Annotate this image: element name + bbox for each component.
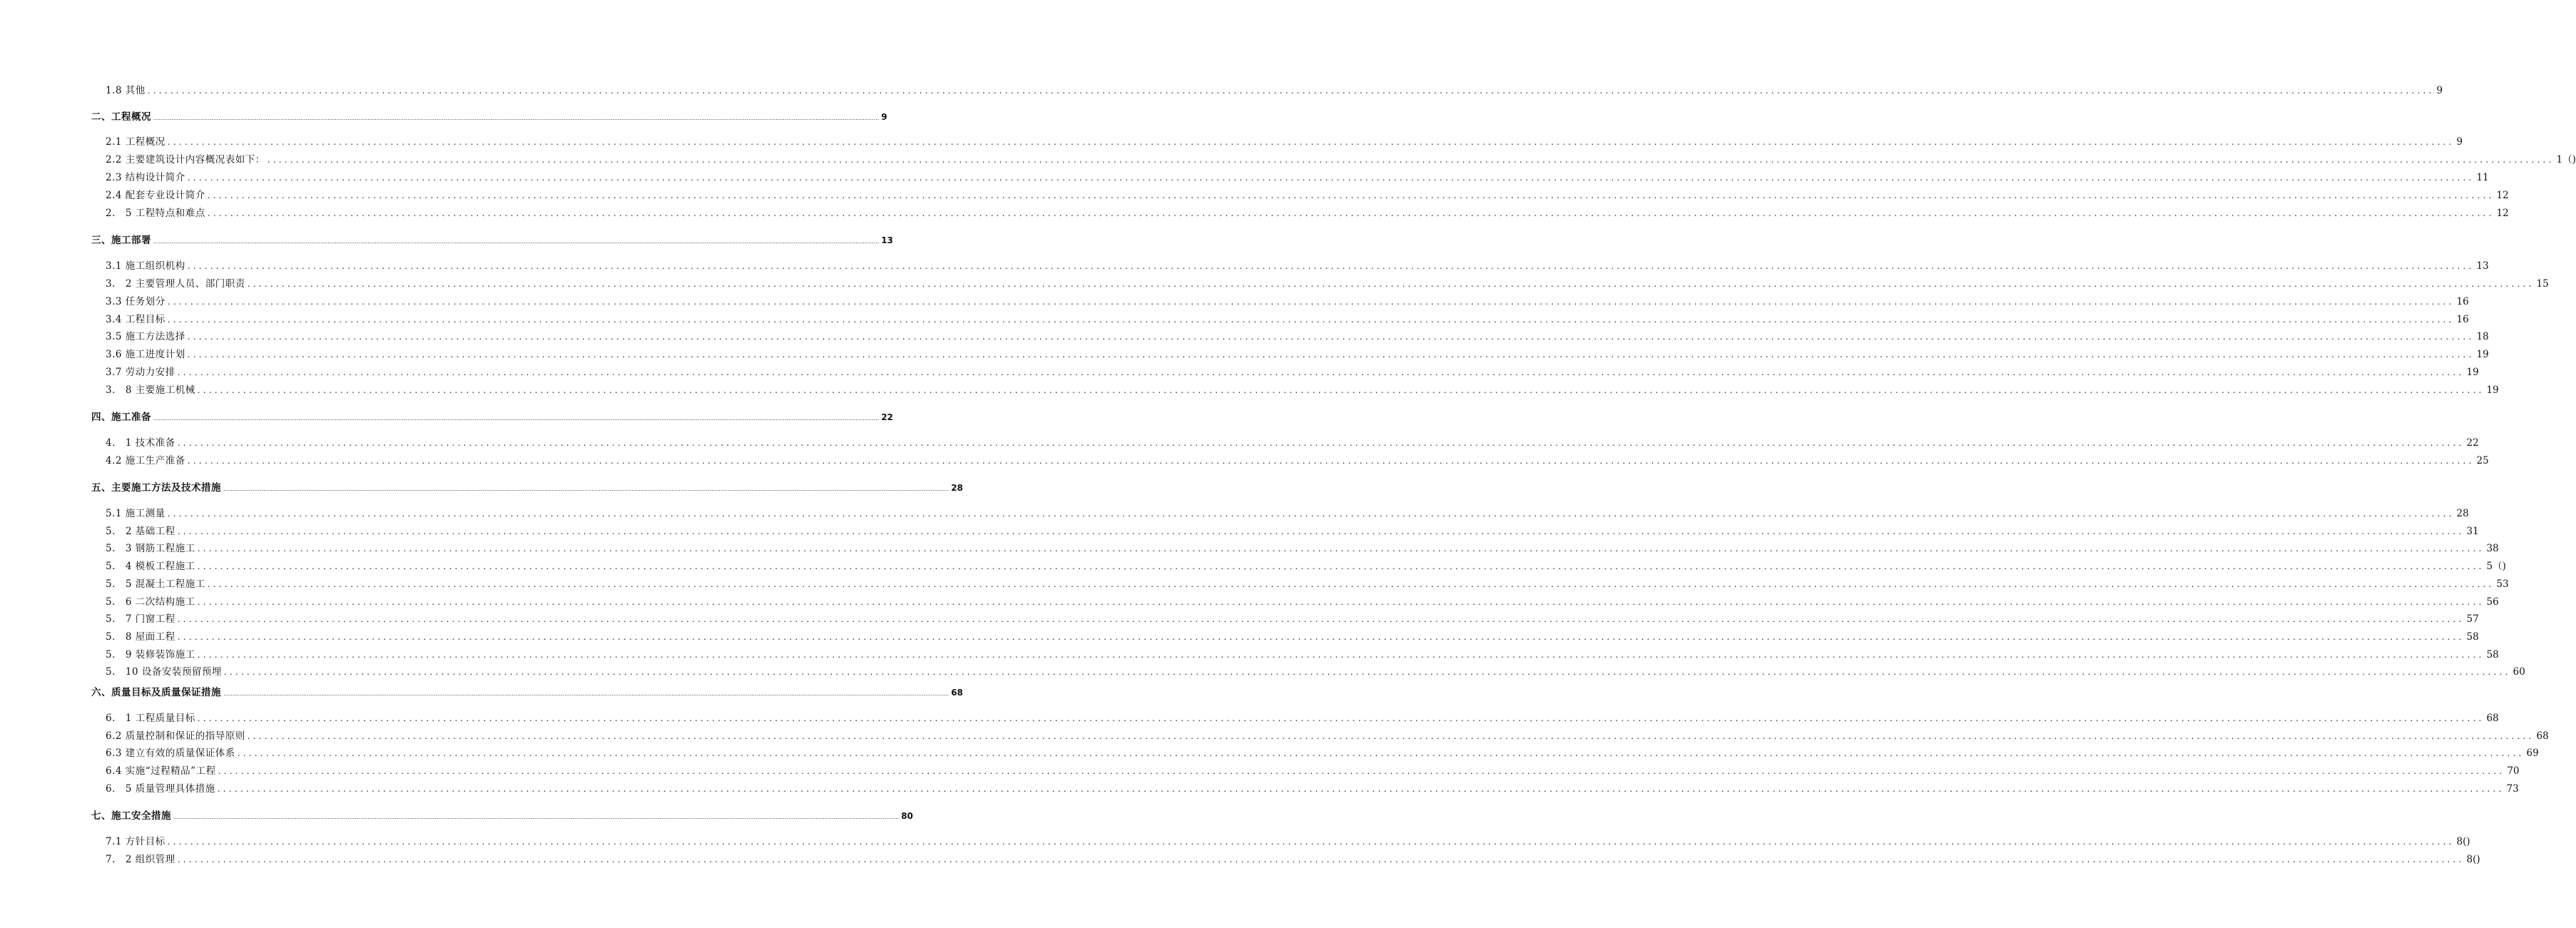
toc-page-number: 12: [2496, 190, 2509, 201]
toc-page-number: 60: [2513, 666, 2525, 678]
toc-entry-title: 7. 2 组织管理: [106, 854, 175, 865]
dot-leader: ................................................................................................................................................................................................................................................................................................................................................................................................................: [187, 456, 2475, 466]
toc-entry-title: 3.5 施工方法选择: [106, 331, 185, 342]
toc-page-number: 13: [881, 235, 893, 245]
toc-entry-title: 4.2 施工生产准备: [106, 455, 185, 466]
toc-page-number: 58: [2486, 649, 2499, 661]
dot-leader: ................................................................................................................................................................................................................................................................................................................................................................................................................: [217, 784, 2505, 794]
toc-entry-title: 5.1 施工测量: [106, 508, 166, 519]
toc-entry-title: 5. 5 混凝土工程施工: [106, 578, 205, 590]
dot-leader: ................................................................................................................................................................................................................................................................................................................................................................................................................: [197, 544, 2485, 554]
toc-subsection-entry[interactable]: [106, 434, 2479, 449]
toc-page-number: 12: [2496, 208, 2509, 219]
toc-subsection-entry[interactable]: [106, 763, 2520, 777]
toc-entry-title: 6. 5 质量管理具体措施: [106, 783, 215, 795]
toc-subsection-entry[interactable]: [106, 258, 2489, 272]
toc-entry-title: 5. 8 屋面工程: [106, 631, 175, 643]
toc-section-entry[interactable]: [91, 232, 893, 246]
toc-subsection-entry[interactable]: [106, 275, 2549, 290]
dot-leader: ................................................................................................................................................................................................................................................................................................................................................................................................................: [207, 579, 2495, 589]
toc-page-number: 1（): [2556, 154, 2576, 165]
toc-entry-title: 四、施工准备: [91, 412, 151, 423]
toc-subsection-entry[interactable]: [106, 452, 2489, 466]
toc-entry-title: 3. 2 主要管理人员、部门职责: [106, 278, 245, 290]
dot-leader: ................................................................................................................................................................................................................................................................................................................................................................................................................: [167, 509, 2455, 519]
toc-entry-title: 7.1 方针目标: [106, 836, 166, 847]
toc-page-number: 9: [2456, 136, 2463, 148]
dot-leader: ................................................................................................................................................................................................................................................................................................................................................................................................................: [187, 332, 2475, 342]
toc-entry-title: 3. 8 主要施工机械: [106, 384, 195, 396]
toc-subsection-entry[interactable]: [106, 187, 2509, 201]
dot-leader: ................................................................................................................................................................................................................................................................................................................................................................................................................: [223, 690, 950, 697]
dot-leader: ................................................................................................................................................................................................................................................................................................................................................................................................................: [177, 438, 2465, 448]
toc-entry-title: 5. 6 二次结构施工: [106, 596, 195, 608]
dot-leader: ................................................................................................................................................................................................................................................................................................................................................................................................................: [173, 814, 900, 820]
toc-page-number: 73: [2506, 783, 2519, 795]
toc-entry-title: 6.2 质量控制和保证的指导原则: [106, 730, 245, 742]
toc-entry-title: 3.3 任务划分: [106, 296, 166, 307]
toc-subsection-entry[interactable]: [106, 540, 2499, 554]
dot-leader: ................................................................................................................................................................................................................................................................................................................................................................................................................: [153, 415, 880, 422]
toc-subsection-entry[interactable]: [106, 780, 2519, 795]
toc-page-number: 56: [2486, 596, 2499, 608]
toc-section-entry[interactable]: [91, 479, 963, 494]
dot-leader: ................................................................................................................................................................................................................................................................................................................................................................................................................: [207, 208, 2495, 218]
dot-leader: ................................................................................................................................................................................................................................................................................................................................................................................................................: [247, 279, 2535, 289]
dot-leader: ................................................................................................................................................................................................................................................................................................................................................................................................................: [197, 597, 2485, 607]
dot-leader: ................................................................................................................................................................................................................................................................................................................................................................................................................: [187, 350, 2475, 360]
dot-leader: ................................................................................................................................................................................................................................................................................................................................................................................................................: [153, 238, 880, 245]
dot-leader: ................................................................................................................................................................................................................................................................................................................................................................................................................: [197, 385, 2485, 395]
toc-subsection-entry[interactable]: [106, 293, 2469, 307]
toc-entry-title: 3.4 工程目标: [106, 314, 166, 325]
toc-subsection-entry[interactable]: [106, 710, 2499, 724]
toc-subsection-entry[interactable]: [106, 505, 2469, 519]
toc-entry-title: 七、施工安全措施: [91, 810, 171, 822]
dot-leader: ................................................................................................................................................................................................................................................................................................................................................................................................................: [177, 855, 2465, 865]
toc-page-number: 16: [2456, 314, 2469, 325]
toc-subsection-entry[interactable]: [106, 728, 2549, 742]
toc-entry-title: 六、质量目标及质量保证措施: [91, 687, 221, 698]
toc-page-number: 5（): [2486, 561, 2506, 572]
toc-section-entry[interactable]: [91, 807, 913, 822]
toc-entry-title: 三、施工部署: [91, 235, 151, 246]
toc-subsection-entry[interactable]: [106, 558, 2506, 572]
toc-page-number: 16: [2456, 296, 2469, 307]
toc-entry-title: 3.6 施工进度计划: [106, 349, 185, 360]
dot-leader: ................................................................................................................................................................................................................................................................................................................................................................................................................: [223, 667, 2511, 677]
toc-page-number: 53: [2496, 578, 2509, 590]
dot-leader: ................................................................................................................................................................................................................................................................................................................................................................................................................: [177, 526, 2465, 536]
toc-page-number: 13: [2476, 260, 2489, 272]
toc-subsection-entry[interactable]: [106, 82, 2443, 96]
toc-subsection-entry[interactable]: [106, 646, 2499, 661]
dot-leader: ................................................................................................................................................................................................................................................................................................................................................................................................................: [177, 367, 2465, 377]
toc-page-number: 18: [2476, 331, 2489, 342]
toc-entry-title: 5. 3 钢筋工程施工: [106, 543, 195, 554]
toc-subsection-entry[interactable]: [106, 328, 2489, 342]
dot-leader: ................................................................................................................................................................................................................................................................................................................................................................................................................: [237, 748, 2525, 758]
dot-leader: ................................................................................................................................................................................................................................................................................................................................................................................................................: [267, 155, 2555, 165]
toc-section-entry[interactable]: [91, 108, 887, 123]
toc-page-number: 57: [2466, 613, 2479, 625]
toc-entry-title: 6.4 实施“过程精品”工程: [106, 765, 216, 777]
toc-entry-title: 5. 7 门窗工程: [106, 613, 175, 625]
toc-page-number: 15: [2536, 278, 2549, 290]
toc-subsection-entry[interactable]: [106, 311, 2469, 325]
toc-page-number: 68: [2486, 713, 2499, 724]
dot-leader: ................................................................................................................................................................................................................................................................................................................................................................................................................: [147, 86, 2435, 96]
toc-entry-title: 5. 9 装修装饰施工: [106, 649, 195, 661]
toc-subsection-entry[interactable]: [106, 205, 2509, 219]
toc-page-number: 8(): [2456, 836, 2470, 847]
toc-page-number: 58: [2466, 631, 2479, 643]
toc-page-number: 28: [951, 483, 963, 493]
toc-entry-title: 3.1 施工组织机构: [106, 260, 185, 272]
toc-entry-title: 2. 5 工程特点和难点: [106, 208, 205, 219]
toc-subsection-entry[interactable]: [106, 133, 2463, 148]
toc-entry-title: 2.3 结构设计简介: [106, 172, 185, 183]
toc-page-number: 22: [2466, 437, 2479, 449]
dot-leader: ................................................................................................................................................................................................................................................................................................................................................................................................................: [197, 561, 2485, 571]
toc-entry-title: 2.1 工程概况: [106, 136, 166, 148]
toc-entry-title: 4. 1 技术准备: [106, 437, 175, 449]
toc-entry-title: 3.7 劳动力安排: [106, 367, 175, 378]
toc-entry-title: 1.8 其他: [106, 85, 146, 96]
toc-page-number: 69: [2526, 748, 2539, 759]
toc-subsection-entry[interactable]: [106, 523, 2479, 537]
toc-subsection-entry[interactable]: [106, 745, 2539, 759]
toc-page-number: 22: [881, 412, 893, 422]
toc-entry-title: 5. 2 基础工程: [106, 526, 175, 537]
toc-page-number: 68: [951, 688, 963, 698]
toc-page-number: 28: [2456, 508, 2469, 519]
dot-leader: ................................................................................................................................................................................................................................................................................................................................................................................................................: [247, 731, 2535, 741]
toc-entry-title: 6. 1 工程质量目标: [106, 713, 195, 724]
dot-leader: ................................................................................................................................................................................................................................................................................................................................................................................................................: [197, 650, 2485, 660]
toc-entry-title: 6.3 建立有效的质量保证体系: [106, 748, 235, 759]
toc-entry-title: 2.4 配套专业设计简介: [106, 190, 205, 201]
toc-page-number: 25: [2476, 455, 2489, 466]
toc-page-number: 8(): [2466, 854, 2480, 865]
toc-subsection-entry[interactable]: [106, 663, 2525, 678]
toc-page-number: 68: [2536, 730, 2549, 742]
toc-section-entry[interactable]: [91, 684, 963, 698]
dot-leader: ................................................................................................................................................................................................................................................................................................................................................................................................................: [177, 614, 2465, 624]
toc-entry-title: 2.2 主要建筑设计内容概况表如下：: [106, 154, 265, 165]
dot-leader: ................................................................................................................................................................................................................................................................................................................................................................................................................: [167, 137, 2455, 147]
dot-leader: ................................................................................................................................................................................................................................................................................................................................................................................................................: [223, 486, 950, 492]
toc-subsection-entry[interactable]: [106, 628, 2479, 643]
toc-subsection-entry[interactable]: [106, 833, 2470, 847]
toc-entry-title: 二、工程概况: [91, 111, 151, 123]
dot-leader: ................................................................................................................................................................................................................................................................................................................................................................................................................: [207, 190, 2495, 200]
dot-leader: ................................................................................................................................................................................................................................................................................................................................................................................................................: [187, 261, 2475, 271]
toc-subsection-entry[interactable]: [106, 576, 2509, 590]
toc-subsection-entry[interactable]: [106, 364, 2479, 378]
toc-page-number: 11: [2476, 172, 2489, 183]
toc-page-number: 70: [2507, 765, 2520, 777]
toc-subsection-entry[interactable]: [106, 851, 2480, 865]
dot-leader: ................................................................................................................................................................................................................................................................................................................................................................................................................: [187, 173, 2475, 183]
toc-subsection-entry[interactable]: [106, 169, 2489, 183]
toc-page-number: 9: [2436, 85, 2443, 96]
dot-leader: ................................................................................................................................................................................................................................................................................................................................................................................................................: [218, 766, 2505, 776]
toc-subsection-entry[interactable]: [106, 611, 2479, 625]
toc-subsection-entry[interactable]: [106, 151, 2576, 165]
toc-subsection-entry[interactable]: [106, 593, 2499, 608]
toc-page-number: 19: [2476, 349, 2489, 360]
toc-page-number: 19: [2486, 384, 2499, 396]
dot-leader: ................................................................................................................................................................................................................................................................................................................................................................................................................: [153, 115, 880, 121]
toc-entry-title: 5. 10 设备安装预留预埋: [106, 666, 222, 678]
toc-page-number: 9: [881, 112, 887, 122]
toc-entry-title: 5. 4 模板工程施工: [106, 561, 195, 572]
toc-page-number: 19: [2466, 367, 2479, 378]
dot-leader: ................................................................................................................................................................................................................................................................................................................................................................................................................: [197, 713, 2485, 723]
dot-leader: ................................................................................................................................................................................................................................................................................................................................................................................................................: [177, 632, 2465, 642]
toc-page-number: 80: [901, 811, 913, 821]
toc-section-entry[interactable]: [91, 409, 893, 423]
dot-leader: ................................................................................................................................................................................................................................................................................................................................................................................................................: [167, 297, 2455, 307]
toc-page-number: 31: [2466, 526, 2479, 537]
toc-subsection-entry[interactable]: [106, 382, 2499, 396]
toc-entry-title: 五、主要施工方法及技术措施: [91, 482, 221, 494]
toc-subsection-entry[interactable]: [106, 346, 2489, 360]
toc-page-number: 38: [2486, 543, 2499, 554]
dot-leader: ................................................................................................................................................................................................................................................................................................................................................................................................................: [167, 837, 2455, 847]
dot-leader: ................................................................................................................................................................................................................................................................................................................................................................................................................: [167, 315, 2455, 325]
